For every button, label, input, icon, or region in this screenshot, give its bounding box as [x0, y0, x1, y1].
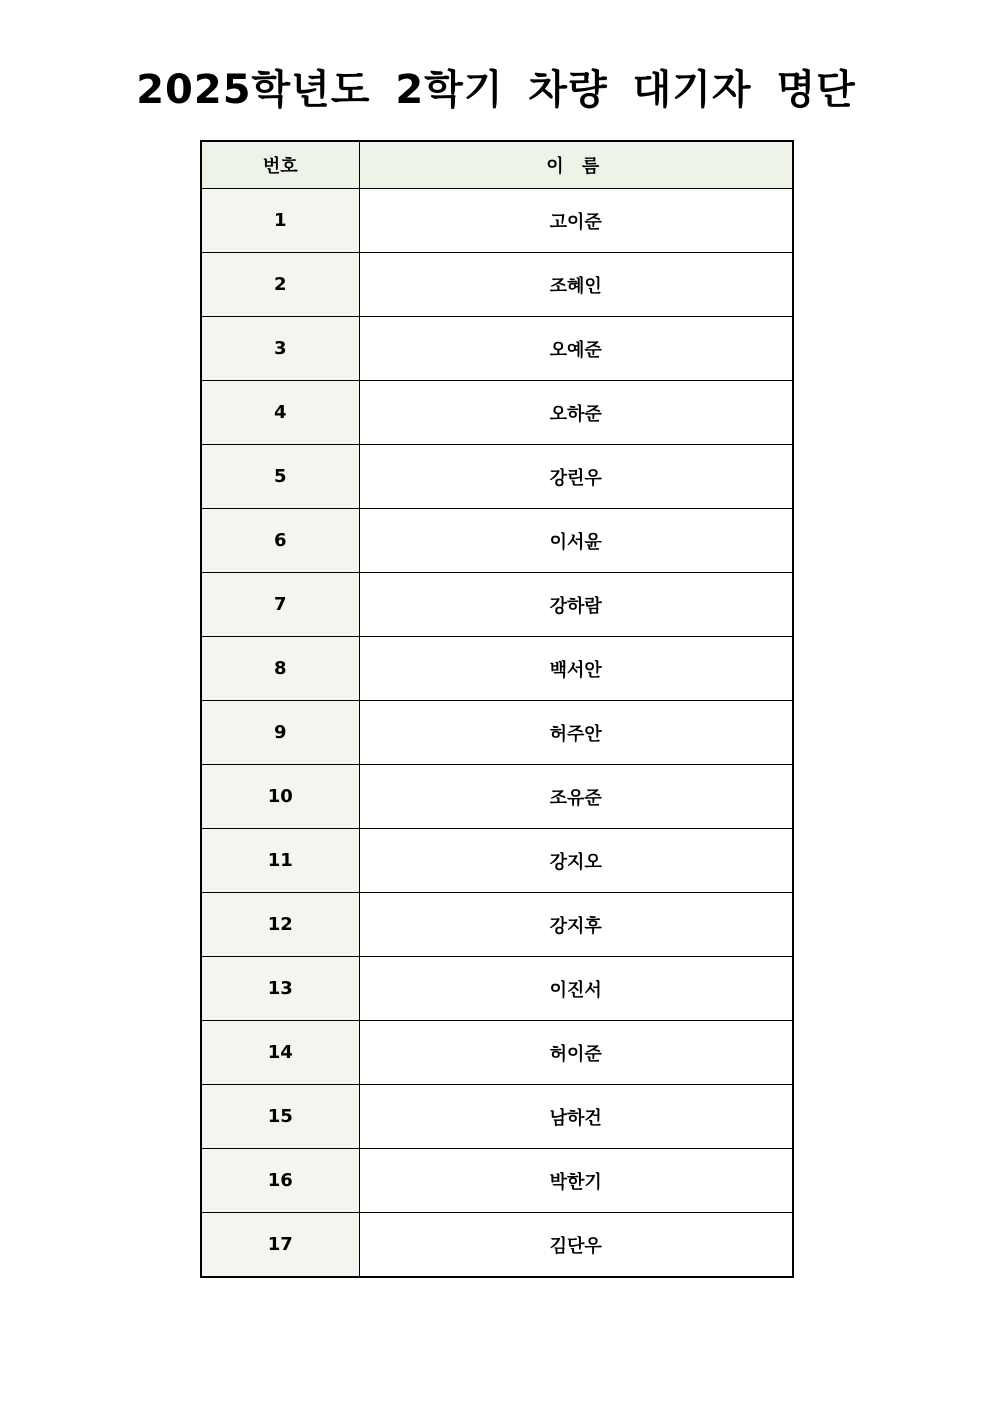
row-number: 17: [201, 1213, 359, 1278]
table-row: [201, 1085, 793, 1149]
table-row: [201, 509, 793, 573]
row-name: 조혜인: [359, 253, 793, 317]
table-row: [201, 893, 793, 957]
table-row: [201, 637, 793, 701]
row-name: 오예준: [359, 317, 793, 381]
row-number: 13: [201, 957, 359, 1021]
row-name: 강지오: [359, 829, 793, 893]
row-name: 남하건: [359, 1085, 793, 1149]
table-row: [201, 189, 793, 253]
waitlist-table: [200, 140, 794, 1278]
row-name: 강지후: [359, 893, 793, 957]
row-name: 조유준: [359, 765, 793, 829]
table-row: [201, 1021, 793, 1085]
row-number: 4: [201, 381, 359, 445]
row-number: 8: [201, 637, 359, 701]
table-row: [201, 381, 793, 445]
table-row: [201, 1149, 793, 1213]
table-row: [201, 445, 793, 509]
table-row: [201, 1213, 793, 1278]
row-number: 14: [201, 1021, 359, 1085]
table-row: [201, 317, 793, 381]
row-name: 박한기: [359, 1149, 793, 1213]
header-number: 번호: [201, 141, 359, 189]
row-name: 강하람: [359, 573, 793, 637]
row-number: 15: [201, 1085, 359, 1149]
row-number: 5: [201, 445, 359, 509]
row-number: 2: [201, 253, 359, 317]
row-name: 오하준: [359, 381, 793, 445]
row-number: 7: [201, 573, 359, 637]
table-header-row: [201, 141, 793, 189]
table-row: [201, 765, 793, 829]
table-row: [201, 829, 793, 893]
row-name: 이진서: [359, 957, 793, 1021]
header-name: 이 름: [359, 141, 793, 189]
row-name: 강린우: [359, 445, 793, 509]
row-name: 허주안: [359, 701, 793, 765]
row-number: 1: [201, 189, 359, 253]
row-number: 11: [201, 829, 359, 893]
row-number: 12: [201, 893, 359, 957]
table-row: [201, 253, 793, 317]
row-name: 백서안: [359, 637, 793, 701]
row-name: 김단우: [359, 1213, 793, 1278]
table-row: [201, 573, 793, 637]
row-number: 16: [201, 1149, 359, 1213]
table-row: [201, 701, 793, 765]
page-title: 2025학년도 2학기 차량 대기자 명단: [136, 67, 856, 113]
row-number: 9: [201, 701, 359, 765]
row-name: 허이준: [359, 1021, 793, 1085]
row-name: 이서윤: [359, 509, 793, 573]
row-number: 6: [201, 509, 359, 573]
table-row: [201, 957, 793, 1021]
row-number: 3: [201, 317, 359, 381]
row-name: 고이준: [359, 189, 793, 253]
row-number: 10: [201, 765, 359, 829]
